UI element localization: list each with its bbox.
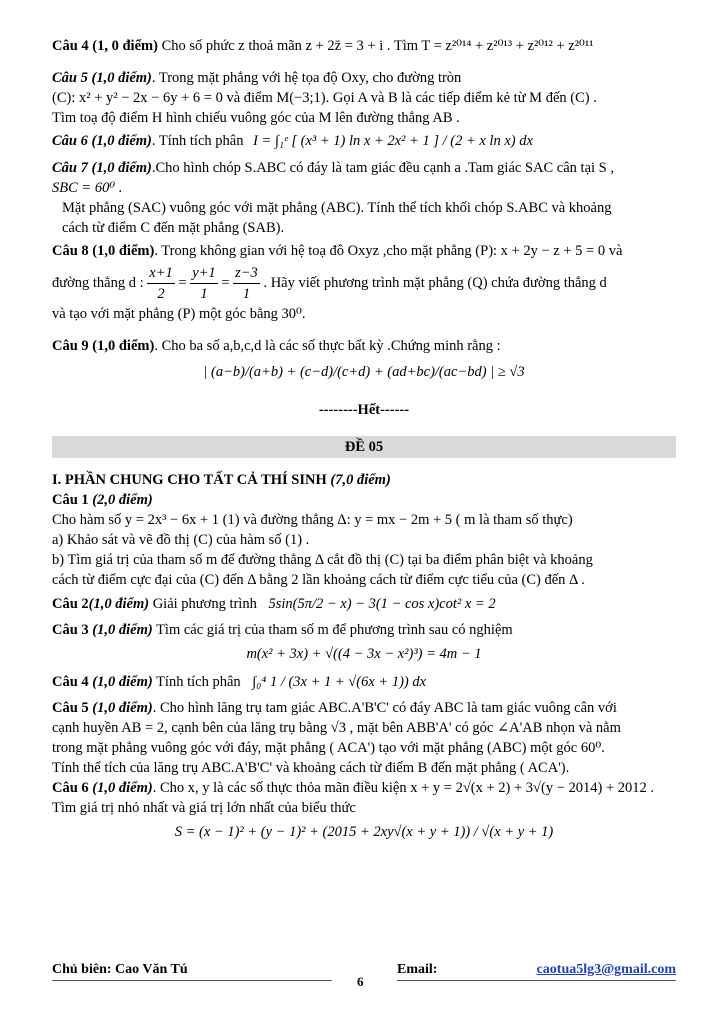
q-label: Câu 2 bbox=[52, 596, 89, 612]
exam-title: ĐỀ 05 bbox=[344, 439, 384, 455]
p1-question-5 bbox=[52, 68, 676, 128]
q-text: . Hãy viết phương trình mặt phẳng (Q) chứa đường thẳng d bbox=[263, 274, 607, 291]
q-text: (C): x² + y² − 2x − 6y + 6 = 0 và điểm M(−3;1). Gọi A và B là các tiếp điểm kẻ từ M đến (C) . bbox=[52, 90, 597, 106]
q-label: Câu 4 (1, 0 điểm) bbox=[52, 38, 158, 54]
exam-question-2 bbox=[52, 594, 676, 614]
q-label: Câu 8 (1,0 điểm) bbox=[52, 243, 155, 259]
p1-question-6 bbox=[52, 131, 676, 151]
q-label: Câu 5 (1,0 điểm) bbox=[52, 70, 152, 86]
expression: S = (x − 1)² + (y − 1)² + (2015 + 2xy√(x + y + 1)) / √(x + y + 1) bbox=[174, 824, 554, 840]
q-points: (1,0 điểm) bbox=[92, 674, 153, 690]
q-text: Giải phương trình bbox=[149, 596, 257, 612]
exam-question-3 bbox=[52, 620, 676, 664]
q-text: . Trong mặt phẳng với hệ tọa độ Oxy, cho đường tròn bbox=[151, 70, 462, 86]
fraction: $\frac{y+1}{1}$ bbox=[192, 265, 216, 302]
q-text: a) Khảo sát và vẽ đồ thị (C) của hàm số (1) . bbox=[52, 532, 310, 548]
p1-question-7 bbox=[52, 158, 676, 238]
q-text: cạnh huyền AB = 2, cạnh bên của lăng trụ bằng √3 , mặt bên ABB'A' có góc ∠A'AB nhọn và nằm bbox=[52, 720, 621, 736]
page-number: 6 bbox=[357, 974, 364, 989]
q-text: . Tính tích phân bbox=[151, 133, 244, 149]
q-text: cách từ điểm cực đại của (C) đến Δ bằng 2 lần khoảng cách từ điểm cực tiểu của (C) đến Δ . bbox=[52, 572, 585, 588]
q-text: . Trong không gian với hệ toạ đô Oxyz ,cho mặt phẳng (P): x + 2y − z + 5 = 0 và bbox=[154, 243, 623, 259]
q-label: Câu 9 (1,0 điểm) bbox=[52, 338, 155, 354]
q-label: Câu 1 bbox=[52, 492, 89, 508]
q-text: và tạo với mặt phẳng (P) một góc bằng 30⁰. bbox=[52, 306, 306, 322]
q-text: . Cho hình lăng trụ tam giác ABC.A'B'C' có đáy ABC là tam giác vuông cân với bbox=[152, 700, 617, 716]
q-text: b) Tìm giá trị của tham số m để đường thẳng Δ cắt đồ thị (C) tại ba điểm phân biệt và khoảng bbox=[52, 552, 593, 568]
q-points: (2,0 điểm) bbox=[92, 492, 153, 508]
exam-question-6 bbox=[52, 778, 676, 842]
q-text: . Cho ba số a,b,c,d là các số thực bất kỳ .Chứng minh rằng : bbox=[154, 338, 501, 354]
document-page bbox=[52, 36, 676, 844]
q-text: đường thẳng d : bbox=[52, 274, 144, 291]
end-marker: --------Hết------ bbox=[318, 402, 410, 418]
q-text: Tính tích phân bbox=[152, 674, 241, 690]
q-text: SBC = 60⁰ . bbox=[52, 180, 123, 196]
section-heading: I. PHẦN CHUNG CHO TẤT CẢ THÍ SINH (7,0 điểm) bbox=[52, 472, 391, 488]
q-points: (1,0 điểm) bbox=[88, 596, 150, 612]
q-label: Câu 3 bbox=[52, 622, 89, 638]
exam-question-1 bbox=[52, 490, 676, 590]
q-text: trong mặt phẳng vuông góc với đáy, mặt phẳng ( ACA') tạo với mặt phẳng (ABC) một góc 60⁰. bbox=[52, 740, 605, 756]
integral-expression: ∫₀⁴ 1 / (3x + 1 + √(6x + 1)) dx bbox=[252, 674, 427, 690]
fraction: $\frac{z-3}{1}$ bbox=[235, 265, 258, 302]
q-points: (1,0 điểm) bbox=[92, 780, 153, 796]
p1-question-9 bbox=[52, 336, 676, 382]
equation: m(x² + 3x) + √((4 − 3x − x²)³) = 4m − 1 bbox=[246, 646, 482, 662]
footer-rule-right bbox=[397, 980, 676, 981]
inequality-expression: | (a−b)/(a+b) + (c−d)/(c+d) + (ad+bc)/(ac−bd) | ≥ √3 bbox=[203, 364, 525, 380]
q-label: Câu 7 (1,0 điểm) bbox=[52, 160, 152, 176]
q-label: Câu 6 (1,0 điểm) bbox=[52, 133, 152, 149]
q-label: Câu 6 bbox=[52, 780, 89, 796]
q-text: . Cho x, y là các số thực thỏa mãn điều kiện x + y = 2√(x + 2) + 3√(y − 2014) + 2012 . bbox=[152, 780, 655, 796]
q-text: Tìm giá trị nhỏ nhất và giá trị lớn nhất của biểu thức bbox=[52, 800, 356, 816]
q-text: cách từ điểm C đến mặt phẳng (SAB). bbox=[62, 220, 285, 236]
q-text: Tìm toạ độ điểm H hình chiếu vuông góc của M lên đường thẳng AB . bbox=[52, 110, 460, 126]
q-text: Tìm các giá trị của tham số m để phương trình sau có nghiệm bbox=[152, 622, 513, 638]
q-points: (1,0 điểm) bbox=[92, 622, 153, 638]
p1-question-4 bbox=[52, 36, 676, 56]
equation: 5sin(5π/2 − x) − 3(1 − cos x)cot² x = 2 bbox=[268, 596, 496, 612]
q-text: Cho số phức z thoả mãn z + 2z̄ = 3 + i . Tìm T = z²⁰¹⁴ + z²⁰¹³ + z²⁰¹² + z²⁰¹¹ bbox=[157, 38, 594, 54]
q-points: (1,0 điểm) bbox=[92, 700, 153, 716]
footer-editor: Chủ biên: Cao Văn Tú bbox=[52, 962, 188, 977]
q-text: Tính thể tích của lăng trụ ABC.A'B'C' và khoảng cách từ điểm B đến mặt phẳng ( ACA'). bbox=[52, 760, 570, 776]
exam-title-band bbox=[52, 436, 676, 458]
q-label: Câu 5 bbox=[52, 700, 89, 716]
q-label: Câu 4 bbox=[52, 674, 89, 690]
q-text: Mặt phẳng (SAC) vuông góc với mặt phẳng (ABC). Tính thể tích khối chóp S.ABC và khoảng bbox=[62, 200, 612, 216]
integral-expression: I = ∫₁ᵉ [ (x³ + 1) ln x + 2x² + 1 ] / (2 + x ln x) dx bbox=[253, 133, 533, 149]
footer-email-label: Email: bbox=[397, 962, 438, 977]
footer-rule-left bbox=[52, 980, 332, 981]
q-text: Cho hàm số y = 2x³ − 6x + 1 (1) và đường thẳng Δ: y = mx − 2m + 5 ( m là tham số thực) bbox=[52, 512, 573, 528]
q-text: .Cho hình chóp S.ABC có đáy là tam giác đều cạnh a .Tam giác SAC cân tại S , bbox=[151, 160, 614, 176]
exam-question-4 bbox=[52, 672, 676, 692]
exam-question-5 bbox=[52, 698, 676, 778]
fraction: $\frac{x+1}{2}$ bbox=[149, 265, 173, 302]
p1-question-8: Câu 8 (1,0 điểm). Trong không gian với hệ toạ đô Oxyz ,cho mặt phẳng (P): x + 2y − z + 5 = 0 và đường thẳng d : $\frac{x+1}{2}$ = $\frac{y+1}{1}$ = $\frac{z-3}{1}$ . Hãy viết phương trình mặt phẳng (Q) chứa đường thẳng d và tạo với mặt phẳng (P) một góc bằng 30⁰. bbox=[52, 241, 676, 324]
footer-email-link[interactable]: caotua5lg3@gmail.com bbox=[536, 962, 676, 977]
page-footer bbox=[52, 962, 676, 1002]
